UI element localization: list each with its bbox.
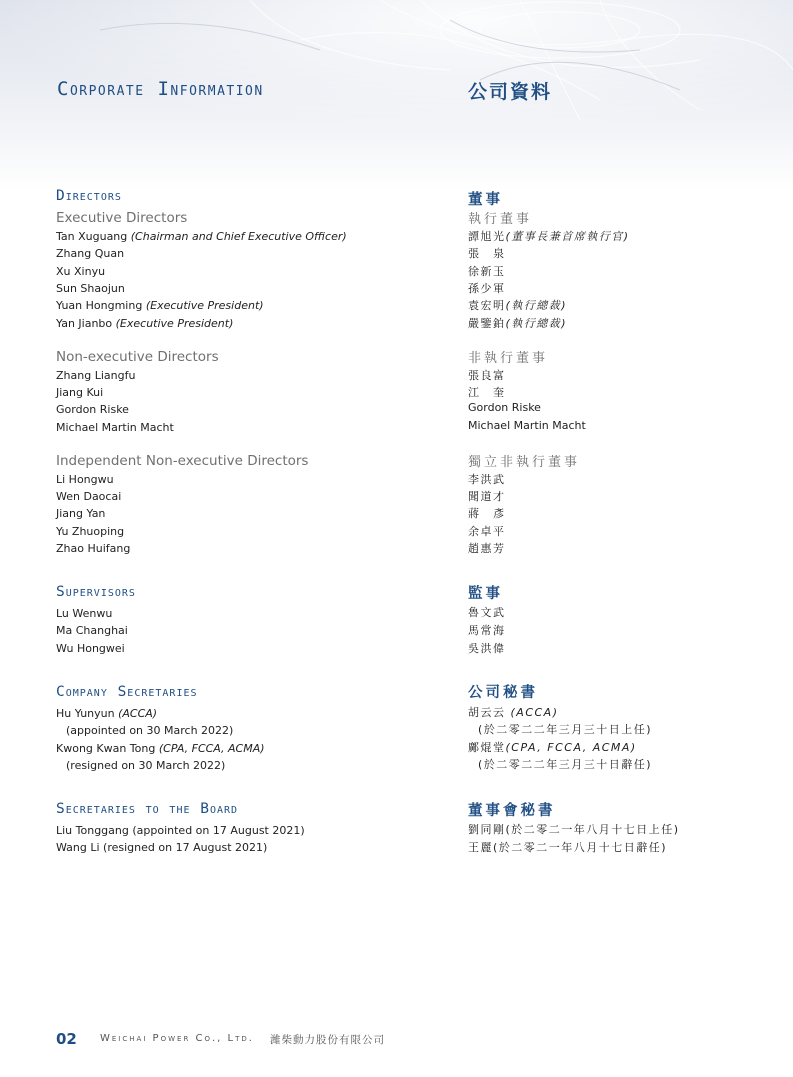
director-entry-zh: 張良富 (468, 369, 506, 382)
director-entry: Jiang Kui (56, 386, 104, 399)
secretary-entry: Kwong Kwan Tong (CPA, FCCA, ACMA) (56, 742, 265, 755)
supervisor-entry: Lu Wenwu (56, 607, 113, 620)
supervisor-entry-zh: 吳洪偉 (468, 642, 506, 655)
director-entry-zh: 趙惠芳 (468, 542, 506, 555)
director-entry: Yu Zhuoping (56, 525, 125, 538)
director-entry-zh: 江 奎 (468, 386, 506, 399)
secretary-note: (appointed on 30 March 2022) (66, 724, 234, 737)
director-entry-zh: 袁宏明(執行總裁) (468, 299, 568, 312)
board-secretary-entry-zh: 劉同剛(於二零二一年八月十七日上任) (468, 823, 680, 836)
supervisors-heading: Supervisors (56, 584, 136, 600)
director-entry: Zhang Liangfu (56, 369, 136, 382)
independent-directors-label: Independent Non-executive Directors (56, 453, 309, 469)
page-title: Corporate Information (57, 78, 264, 100)
company-secretaries-heading-zh: 公司秘書 (468, 685, 538, 701)
independent-directors-label-zh: 獨立非執行董事 (468, 455, 581, 470)
board-secretaries-heading: Secretaries to the Board (56, 801, 239, 817)
director-entry-zh: 蔣 彥 (468, 507, 506, 520)
director-entry-zh: 孫少軍 (468, 282, 506, 295)
director-entry: Tan Xuguang (Chairman and Chief Executive Officer) (56, 230, 347, 243)
director-entry-zh: Michael Martin Macht (468, 419, 586, 432)
page-number: 02 (56, 1030, 77, 1048)
director-entry: Wen Daocai (56, 490, 122, 503)
supervisor-entry: Wu Hongwei (56, 642, 125, 655)
footer-company-name-zh: 濰柴動力股份有限公司 (270, 1034, 385, 1046)
director-entry: Xu Xinyu (56, 265, 106, 278)
supervisors-heading-zh: 監事 (468, 586, 503, 602)
director-entry-zh: 徐新玉 (468, 265, 506, 278)
director-entry: Jiang Yan (56, 507, 106, 520)
director-entry: Li Hongwu (56, 473, 114, 486)
director-entry: Yuan Hongming (Executive President) (56, 299, 264, 312)
director-entry-zh: 譚旭光(董事長兼首席執行官) (468, 230, 630, 243)
secretary-note-zh: (於二零二二年三月三十日辭任) (478, 758, 653, 771)
director-entry: Michael Martin Macht (56, 421, 174, 434)
supervisor-entry-zh: 魯文武 (468, 606, 506, 619)
board-secretary-entry: Liu Tonggang (appointed on 17 August 2021) (56, 824, 305, 837)
directors-heading-zh: 董事 (468, 192, 503, 208)
supervisor-entry: Ma Changhai (56, 624, 128, 637)
director-entry-zh: 張 泉 (468, 247, 506, 260)
board-secretary-entry: Wang Li (resigned on 17 August 2021) (56, 841, 268, 854)
director-entry: Yan Jianbo (Executive President) (56, 317, 234, 330)
secretary-note-zh: (於二零二二年三月三十日上任) (478, 723, 653, 736)
secretary-note: (resigned on 30 March 2022) (66, 759, 226, 772)
director-entry-zh: 李洪武 (468, 473, 506, 486)
directors-heading: Directors (56, 188, 122, 204)
director-entry-zh: 聞道才 (468, 490, 506, 503)
director-entry: Zhao Huifang (56, 542, 131, 555)
supervisor-entry-zh: 馬常海 (468, 624, 506, 637)
company-secretaries-heading: Company Secretaries (56, 684, 198, 700)
non-executive-directors-label-zh: 非執行董事 (468, 351, 549, 366)
non-executive-directors-label: Non-executive Directors (56, 349, 219, 365)
director-entry: Zhang Quan (56, 247, 125, 260)
director-entry: Sun Shaojun (56, 282, 125, 295)
director-entry-zh: Gordon Riske (468, 401, 541, 414)
board-secretaries-heading-zh: 董事會秘書 (468, 803, 556, 819)
executive-directors-label: Executive Directors (56, 210, 188, 226)
director-entry-zh: 余卓平 (468, 525, 506, 538)
executive-directors-label-zh: 執行董事 (468, 212, 533, 227)
director-entry-zh: 嚴鑒鉑(執行總裁) (468, 317, 568, 330)
secretary-entry: Hu Yunyun (ACCA) (56, 707, 158, 720)
secretary-entry-zh: 鄺焜堂(CPA, FCCA, ACMA) (468, 741, 637, 754)
director-entry: Gordon Riske (56, 403, 129, 416)
board-secretary-entry-zh: 王麗(於二零二一年八月十七日辭任) (468, 841, 668, 854)
secretary-entry-zh: 胡云云 (ACCA) (468, 706, 559, 719)
footer-company-name: Weichai Power Co., Ltd. (100, 1033, 254, 1044)
page-title-zh: 公司資料 (468, 81, 553, 103)
